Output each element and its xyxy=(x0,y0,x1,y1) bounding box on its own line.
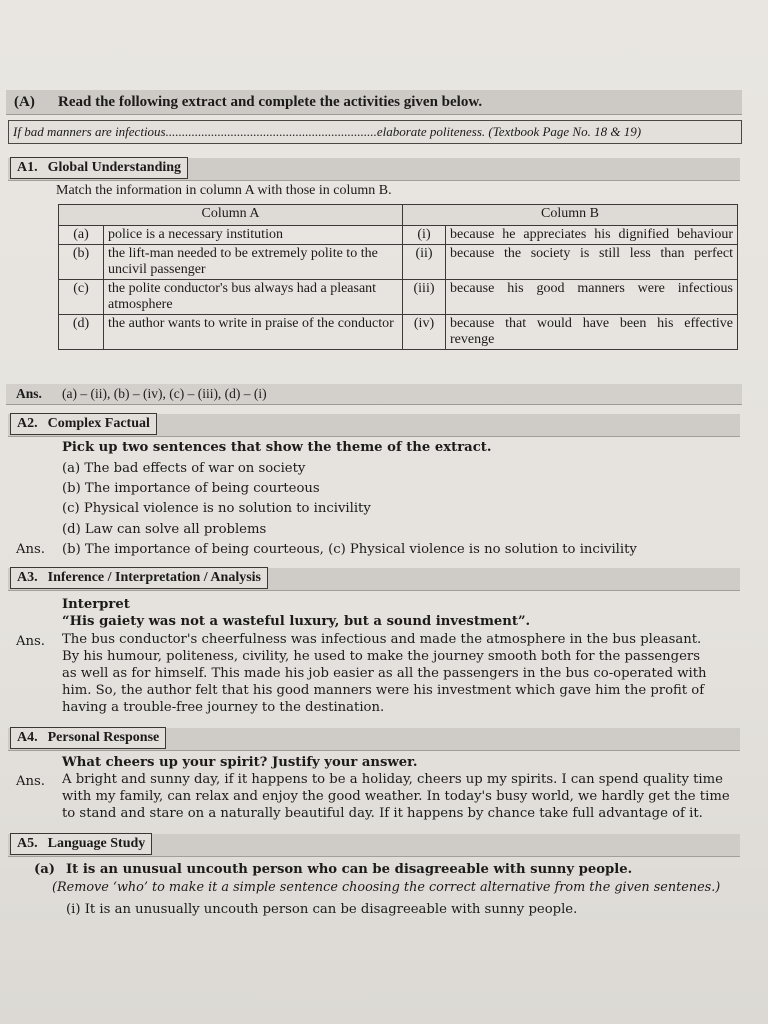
a1-answer-bar xyxy=(6,384,742,405)
a2-option: (b) The importance of being courteous xyxy=(62,481,320,496)
a4-question: What cheers up your spirit? Justify your answer. xyxy=(62,755,418,770)
table-header-row xyxy=(59,205,738,226)
row-key-b: (iv) xyxy=(403,315,446,350)
a5-item-label: (a) xyxy=(34,862,56,877)
row-key-b: (i) xyxy=(403,226,446,245)
row-text-a: the lift-man needed to be extremely polite to the uncivil passenger xyxy=(104,245,403,280)
a5-number: A5. xyxy=(17,836,38,851)
match-table xyxy=(58,204,738,350)
row-text-b: because that would have been his effective revenge xyxy=(446,315,738,350)
a3-title: Inference / Interpretation / Analysis xyxy=(47,570,261,585)
a2-number: A2. xyxy=(17,416,38,431)
a1-number: A1. xyxy=(17,160,38,175)
row-text-a: police is a necessary institution xyxy=(104,226,403,245)
a4-number: A4. xyxy=(17,730,38,745)
a2-heading xyxy=(10,413,157,435)
a1-instruction: Match the information in column A with those in column B. xyxy=(56,183,392,198)
a5-heading xyxy=(10,833,152,855)
a5-item: It is an unusual uncouth person who can be disagreeable with sunny people. xyxy=(66,862,633,877)
table-row xyxy=(59,315,738,350)
row-text-a: the author wants to write in praise of the conductor xyxy=(104,315,403,350)
a2-option: (a) The bad effects of war on society xyxy=(62,461,306,476)
row-text-b: because he appreciates his dignified behaviour xyxy=(446,226,738,245)
a5-option: (i) It is an unusually uncouth person can be disagreeable with sunny people. xyxy=(66,902,578,917)
section-a-header xyxy=(6,90,742,115)
section-a-tag: (A) xyxy=(14,94,35,110)
row-text-b: because the society is still less than perfect xyxy=(446,245,738,280)
a1-answer: (a) – (ii), (b) – (iv), (c) – (iii), (d) – (i) xyxy=(62,386,267,401)
a3-quote: “His gaiety was not a wasteful luxury, but a sound investment”. xyxy=(62,614,531,629)
table-row xyxy=(59,280,738,315)
row-key-b: (iii) xyxy=(403,280,446,315)
a2-title: Complex Factual xyxy=(47,416,150,431)
a3-answer-line: him. So, the author felt that his good manners were his investment which gave him the profit of xyxy=(62,683,705,698)
row-key-a: (a) xyxy=(59,226,104,245)
a4-answer-label: Ans. xyxy=(16,774,45,789)
a3-number: A3. xyxy=(17,570,38,585)
a5-title: Language Study xyxy=(47,836,146,851)
a2-answer: (b) The importance of being courteous, (c) Physical violence is no solution to incivility xyxy=(62,542,637,557)
a4-title: Personal Response xyxy=(47,730,160,745)
table-row xyxy=(59,226,738,245)
row-key-a: (c) xyxy=(59,280,104,315)
row-key-b: (ii) xyxy=(403,245,446,280)
a3-heading xyxy=(10,567,268,589)
section-a-instruction: Read the following extract and complete the activities given below. xyxy=(58,94,483,110)
a1-title: Global Understanding xyxy=(47,160,182,175)
a4-heading xyxy=(10,727,166,749)
a4-answer-line: to stand and stare on a naturally beautiful day. If it happens by chance take full advantage of it. xyxy=(62,806,703,821)
column-b-header: Column B xyxy=(403,205,738,226)
a5-instruction: (Remove ‘who’ to make it a simple sentence choosing the correct alternative from the given sentenes.) xyxy=(52,880,721,895)
passage-reference: If bad manners are infectious.................................................................elaborate politeness. (Textbook Page No. 18 & 19) xyxy=(8,120,742,144)
a4-answer-line: with my family, can relax and enjoy the good weather. In today's busy world, we hardly get the time xyxy=(62,789,730,804)
a1-heading xyxy=(10,157,188,179)
row-text-a: the polite conductor's bus always had a pleasant atmosphere xyxy=(104,280,403,315)
a2-option: (c) Physical violence is no solution to incivility xyxy=(62,501,371,516)
a3-answer-label: Ans. xyxy=(16,634,45,649)
table-row xyxy=(59,245,738,280)
a2-question: Pick up two sentences that show the theme of the extract. xyxy=(62,440,492,455)
a2-option: (d) Law can solve all problems xyxy=(62,522,267,537)
a3-answer-line: having a trouble-free journey to the destination. xyxy=(62,700,385,715)
a3-question: Interpret xyxy=(62,597,130,612)
a3-answer-line: The bus conductor's cheerfulness was infectious and made the atmosphere in the bus pleasant. xyxy=(62,632,702,647)
a3-answer-line: as well as for himself. This made his job easier as all the passengers in the bus co-operated with xyxy=(62,666,707,681)
a4-answer-line: A bright and sunny day, if it happens to be a holiday, cheers up my spirits. I can spend quality time xyxy=(62,772,723,787)
row-key-a: (d) xyxy=(59,315,104,350)
a2-answer-label: Ans. xyxy=(16,542,45,557)
a1-answer-label: Ans. xyxy=(16,386,42,401)
row-key-a: (b) xyxy=(59,245,104,280)
column-a-header: Column A xyxy=(59,205,403,226)
row-text-b: because his good manners were infectious xyxy=(446,280,738,315)
a3-answer-line: By his humour, politeness, civility, he used to make the journey smooth both for the passengers xyxy=(62,649,700,664)
